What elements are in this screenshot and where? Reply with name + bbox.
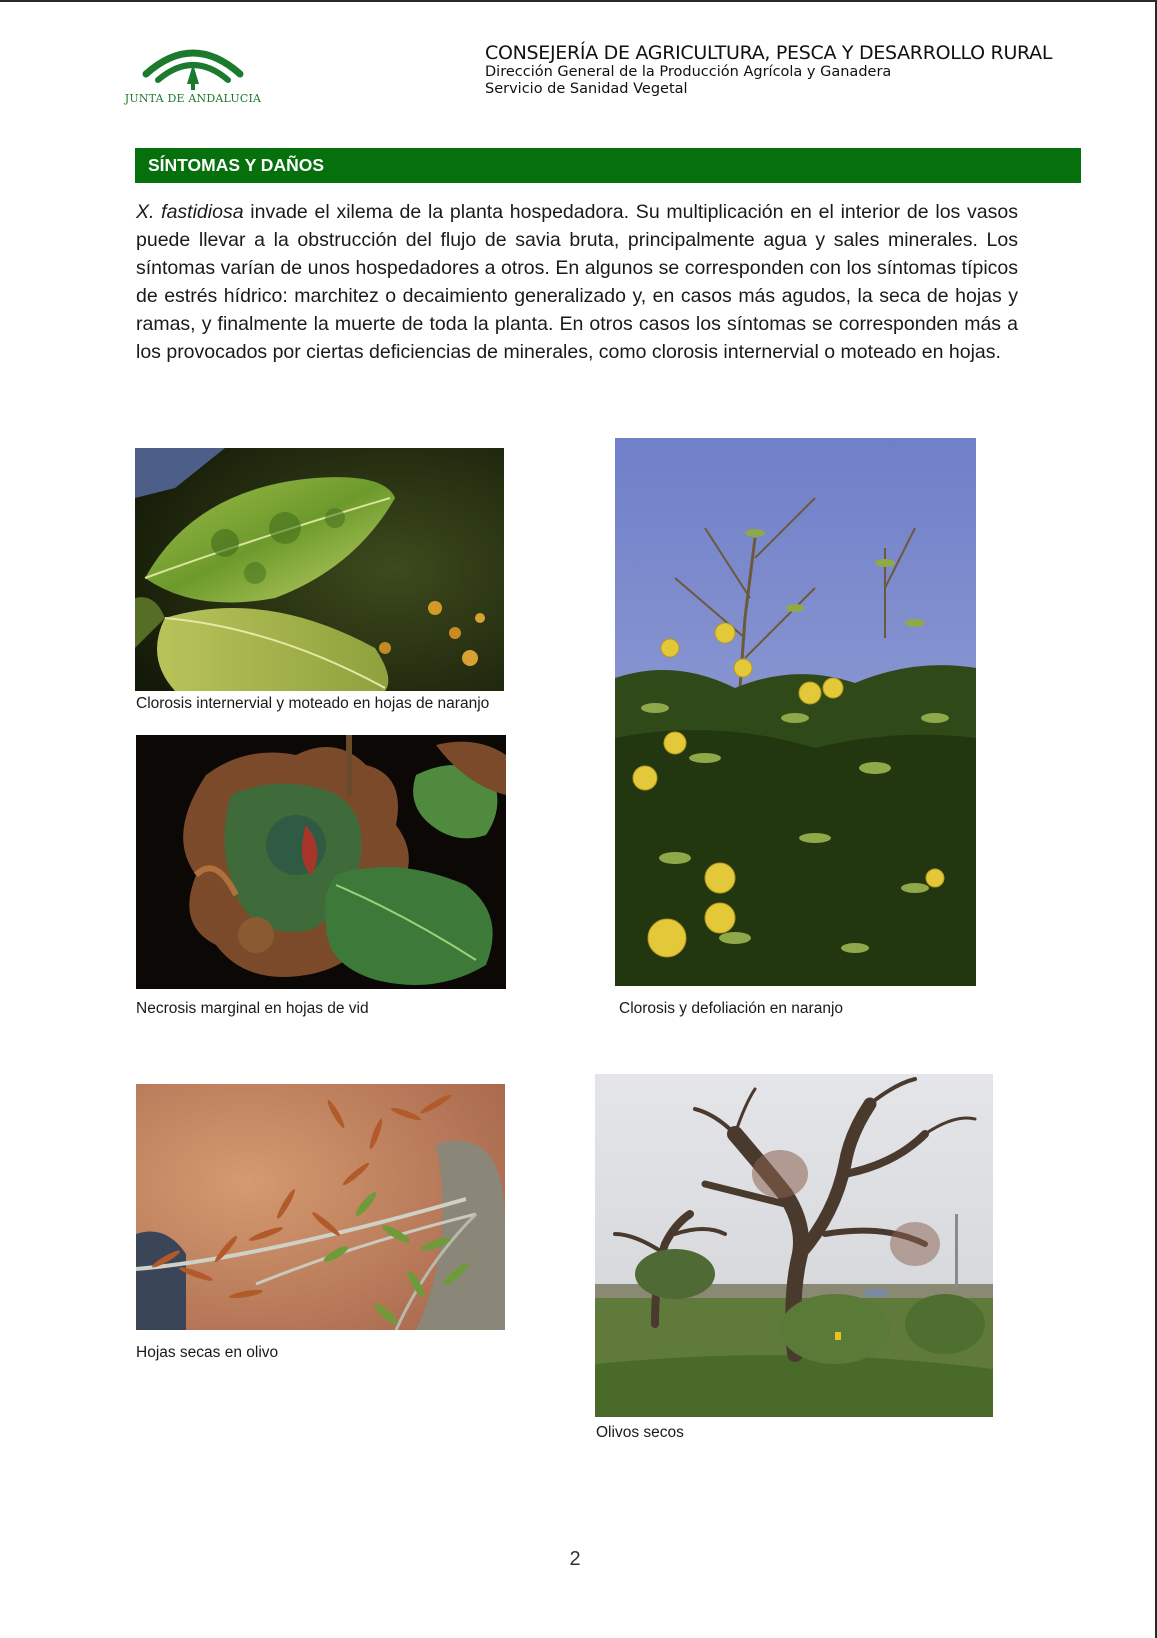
caption-vine-leaf: Necrosis marginal en hojas de vid [136,1000,369,1017]
logo-emblem-icon [118,38,268,94]
junta-andalucia-logo [118,38,268,108]
logo-text: JUNTA DE ANDALUCIA [124,92,262,105]
caption-orange-tree: Clorosis y defoliación en naranjo [619,1000,844,1017]
intro-paragraph [136,198,1018,366]
header-service: Servicio de Sanidad Vegetal [485,81,688,97]
caption-orange-leaf: Clorosis internervial y moteado en hojas de naranjo [136,695,490,712]
photo-dead-olive-trees [595,1074,993,1417]
section-title-bar: SÍNTOMAS Y DAÑOS [135,148,1081,183]
photo-orange-tree-defoliation [615,438,976,986]
photo-vine-leaf-necrosis [136,735,506,989]
intro-text: invade el xilema de la planta hospedadora. Su multiplicación en el interior de los vasos puede llevar a la obstrucción del flujo de savia bruta, principalmente agua y sales minerales. Los síntomas varían de unos hospedadores a otros. En algunos se corresponden con los síntomas típicos de estrés hídrico: marchitez o decaimiento generalizado y, en casos más agudos, la seca de hojas y ramas, y finalmente la muerte de toda la planta. En otros casos los síntomas se corresponden más a los provocados por ciertas deficiencias de minerales, como clorosis internervial o moteado en hojas. [136,201,1018,363]
caption-olive-leaves: Hojas secas en olivo [136,1344,279,1361]
header-title: CONSEJERÍA DE AGRICULTURA, PESCA Y DESARROLLO RURAL [485,42,1053,64]
photo-dry-olive-leaves [136,1084,505,1330]
photo-orange-leaf-chlorosis [135,448,504,691]
header-direction: Dirección General de la Producción Agrícola y Ganadera [485,64,892,80]
page-border-top [0,0,1157,2]
header [485,42,1125,98]
caption-olive-trees: Olivos secos [596,1424,684,1441]
page-number: 2 [569,1548,581,1570]
species-name: X. fastidiosa [136,201,244,223]
